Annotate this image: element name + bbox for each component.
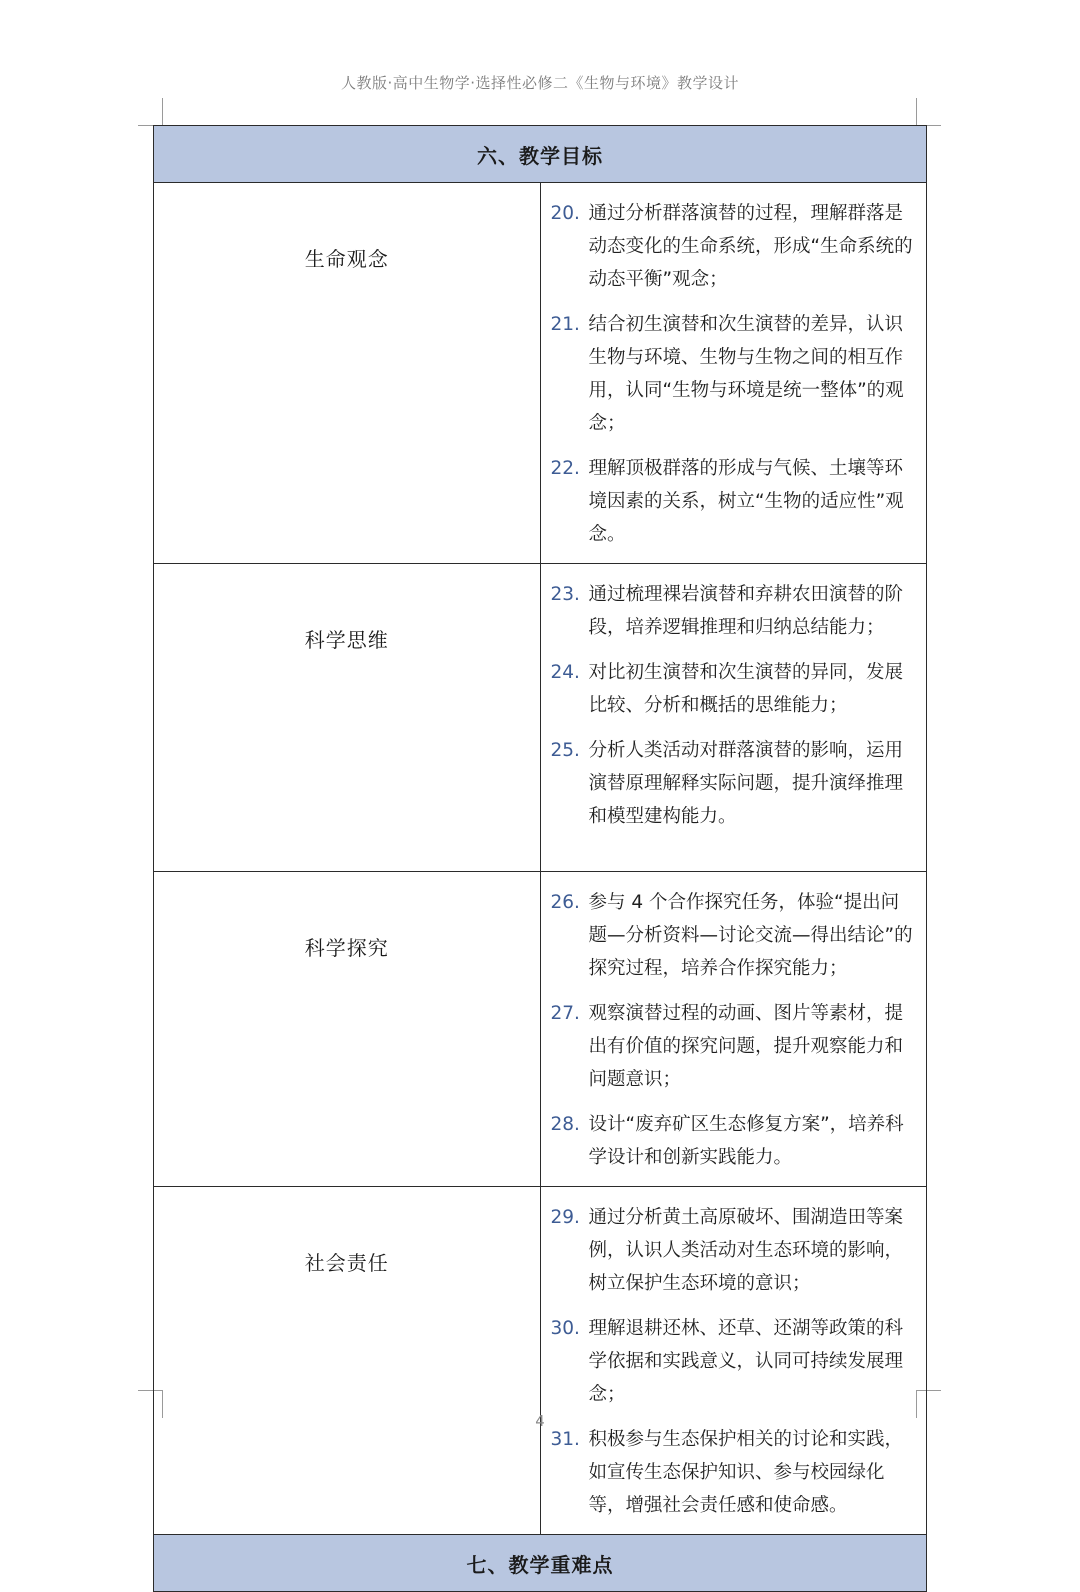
item-number: 27. [550, 1003, 580, 1024]
teaching-goals-table [153, 125, 927, 1592]
list-item [551, 997, 917, 1096]
item-number: 30. [550, 1318, 580, 1339]
item-text: 理解顶极群落的形成与气候、土壤等环境因素的关系，树立“生物的适应性”观念。 [588, 458, 904, 545]
goal-list [551, 578, 917, 833]
item-text: 通过分析黄土高原破坏、围湖造田等案例，认识人类活动对生态环境的影响，树立保护生态环境的意识； [588, 1207, 904, 1294]
category-cell [154, 564, 541, 872]
item-text: 对比初生演替和次生演替的异同，发展比较、分析和概括的思维能力； [588, 662, 904, 716]
item-text: 通过梳理裸岩演替和弃耕农田演替的阶段，培养逻辑推理和归纳总结能力； [588, 584, 904, 638]
item-text: 结合初生演替和次生演替的差异，认识生物与环境、生物与生物之间的相互作用，认同“生物与环境是统一整体”的观念； [588, 314, 904, 434]
goal-items-cell [540, 183, 927, 564]
list-item [551, 452, 917, 551]
goal-items-cell [540, 872, 927, 1187]
item-text: 通过分析群落演替的过程，理解群落是动态变化的生命系统，形成“生命系统的动态平衡”观念； [588, 203, 913, 290]
crop-mark-top-left [138, 98, 163, 126]
crop-mark-top-right [916, 98, 941, 126]
item-number: 22. [550, 458, 580, 479]
item-number: 20. [550, 203, 580, 224]
item-number: 31. [550, 1429, 580, 1450]
goal-list [551, 197, 917, 551]
list-item [551, 197, 917, 296]
item-number: 21. [550, 314, 580, 335]
table-row [154, 564, 927, 872]
category-cell [154, 183, 541, 564]
list-item [551, 1108, 917, 1174]
item-number: 26. [550, 892, 580, 913]
goal-list [551, 1201, 917, 1522]
list-item [551, 308, 917, 440]
running-header: 人教版·高中生物学·选择性必修二《生物与环境》教学设计 [340, 74, 740, 92]
table-row [154, 183, 927, 564]
category-cell [154, 1187, 541, 1535]
goal-items-cell [540, 564, 927, 872]
item-number: 29. [550, 1207, 580, 1228]
list-item [551, 734, 917, 833]
list-item [551, 1312, 917, 1411]
item-text: 设计“废弃矿区生态修复方案”，培养科学设计和创新实践能力。 [588, 1114, 904, 1168]
goal-list [551, 886, 917, 1174]
category-label: 社会责任 [304, 1251, 389, 1275]
category-label: 生命观念 [304, 247, 389, 271]
list-item [551, 1423, 917, 1522]
item-number: 28. [550, 1114, 580, 1135]
item-number: 24. [550, 662, 580, 683]
item-number: 25. [550, 740, 580, 761]
goal-items-cell [540, 1187, 927, 1535]
category-label: 科学思维 [304, 628, 389, 652]
list-item [551, 886, 917, 985]
item-text: 参与 4 个合作探究任务，体验“提出问题—分析资料—讨论交流—得出结论”的探究过程，培养合作探究能力； [588, 892, 913, 979]
item-text: 理解退耕还林、还草、还湖等政策的科学依据和实践意义，认同可持续发展理念； [588, 1318, 904, 1405]
item-number: 23. [550, 584, 580, 605]
table-row [154, 872, 927, 1187]
page-number: 4 [535, 1412, 545, 1430]
list-item [551, 1201, 917, 1300]
item-text: 分析人类活动对群落演替的影响，运用演替原理解释实际问题，提升演绎推理和模型建构能力。 [588, 740, 904, 827]
category-cell [154, 872, 541, 1187]
list-item [551, 656, 917, 722]
table-row [154, 1187, 927, 1535]
section-seven-heading: 七、教学重难点 [154, 1535, 927, 1592]
item-text: 积极参与生态保护相关的讨论和实践，如宣传生态保护知识、参与校园绿化等，增强社会责任感和使命感。 [588, 1429, 904, 1516]
item-text: 观察演替过程的动画、图片等素材，提出有价值的探究问题，提升观察能力和问题意识； [588, 1003, 904, 1090]
list-item [551, 578, 917, 644]
category-label: 科学探究 [304, 936, 389, 960]
section-six-heading: 六、教学目标 [154, 126, 927, 183]
